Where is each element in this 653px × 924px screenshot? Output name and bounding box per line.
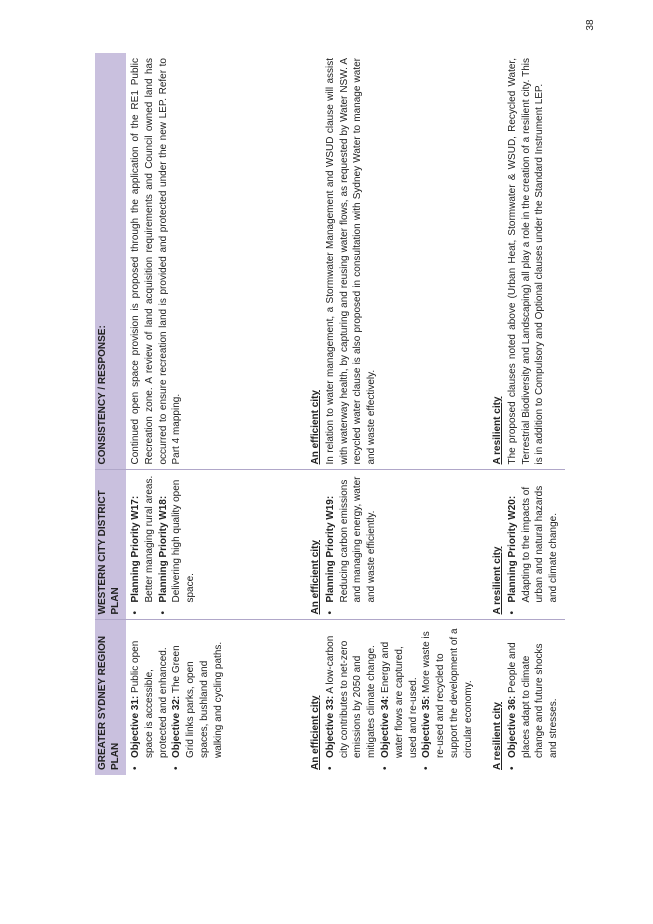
table-row bbox=[488, 53, 565, 775]
section-heading: A resilient city bbox=[492, 396, 503, 465]
list-item bbox=[129, 476, 157, 603]
table-row bbox=[284, 53, 488, 775]
list-item bbox=[170, 626, 225, 759]
response-text: Continued open space provision is proposed through the application of the RE1 Public Recreation zone. A review of land acquisition requirements and Council owned land has occurred to ensure recreation land is provided and protected under the new LEP. Refer to Part 4 mapping. bbox=[130, 58, 183, 465]
list-item bbox=[379, 626, 420, 759]
objective-title: Objective 35: bbox=[421, 695, 433, 758]
priority-title: Planning Priority W17: bbox=[130, 495, 141, 603]
objective-text: Energy and water flows are captured, used and re-used. bbox=[379, 641, 419, 758]
list-item bbox=[420, 626, 475, 759]
objective-title: Objective 36: bbox=[506, 695, 518, 758]
priority-text: Adapting to the impacts of urban and natural hazards and climate change. bbox=[520, 485, 560, 603]
table-header-row bbox=[95, 53, 126, 775]
region-plan-cell bbox=[284, 620, 488, 775]
objective-text: More waste is re-used and recycled to support the development of a circular economy. bbox=[421, 628, 474, 758]
list-item bbox=[129, 626, 170, 759]
list-item bbox=[506, 476, 561, 603]
objective-title: Objective 31: bbox=[130, 695, 141, 758]
objective-title: Objective 34: bbox=[379, 695, 391, 758]
region-objectives-list bbox=[129, 626, 226, 771]
list-item bbox=[157, 476, 198, 603]
priority-title: Planning Priority W18: bbox=[157, 495, 169, 603]
section-heading: An efficient city bbox=[310, 695, 321, 770]
response-cell bbox=[126, 53, 284, 470]
list-item bbox=[324, 476, 379, 603]
header-greater-sydney-region-plan: GREATER SYDNEY REGION PLAN bbox=[95, 620, 126, 775]
objective-title: Objective 32: bbox=[171, 695, 183, 758]
response-text: In relation to water management, a Stormwater Management and WSUD clause will assist with waterway health, by capturing and reusing water flows, as requested by Water NSW. A recycled water clause is also proposed in consultation with Sydney Water to manage water and waste effectively. bbox=[324, 58, 378, 465]
region-objectives-list bbox=[506, 626, 561, 771]
response-cell bbox=[488, 53, 565, 470]
priority-text: Reducing carbon emissions and managing energy, water and waste efficiently. bbox=[338, 476, 378, 603]
objective-text: People and places adapt to climate change and future shocks and stresses. bbox=[506, 642, 560, 758]
district-plan-cell bbox=[126, 470, 284, 620]
list-item bbox=[506, 626, 561, 759]
region-objectives-list bbox=[324, 626, 476, 771]
district-priorities-list bbox=[324, 476, 379, 615]
priority-title: Planning Priority W20: bbox=[506, 495, 518, 603]
consistency-table bbox=[95, 53, 565, 775]
response-text: The proposed clauses noted above (Urban Heat, Stormwater & WSUD, Recycled Water, Terrestrial Biodiversity and Landscaping) all play a role in the creation of a resilient city. This is in addition to Compulsory and Optional clauses under the Standard Instrument LEP. bbox=[506, 58, 546, 465]
objective-title: Objective 33: bbox=[324, 695, 336, 758]
district-plan-cell bbox=[284, 470, 488, 620]
district-plan-cell bbox=[488, 470, 565, 620]
priority-text: Better managing rural areas. bbox=[143, 475, 155, 603]
table-row bbox=[126, 53, 284, 775]
section-heading: An efficient city bbox=[310, 540, 321, 615]
response-cell bbox=[284, 53, 488, 470]
objective-text: The Green Grid links parks, open spaces, bushland and walking and cycling paths. bbox=[171, 641, 224, 758]
list-item bbox=[324, 626, 379, 759]
region-plan-cell bbox=[126, 620, 284, 775]
priority-title: Planning Priority W19: bbox=[324, 495, 336, 603]
header-western-city-district-plan: WESTERN CITY DISTRICT PLAN bbox=[95, 470, 126, 620]
objective-text: Public open space is accessible, protected and enhanced. bbox=[130, 640, 169, 758]
objective-text: A low-carbon city contributes to net-zero emissions by 2050 and mitigates climate change. bbox=[324, 635, 378, 758]
region-plan-cell bbox=[488, 620, 565, 775]
district-priorities-list bbox=[129, 476, 198, 615]
district-priorities-list bbox=[506, 476, 561, 615]
section-heading: A resilient city bbox=[492, 702, 503, 770]
page-number: 38 bbox=[585, 19, 596, 31]
header-consistency-response: CONSISTENCY / RESPONSE: bbox=[95, 53, 126, 470]
section-heading: A resilient city bbox=[492, 546, 503, 615]
section-heading: An efficient city bbox=[310, 390, 321, 465]
priority-text: Delivering high quality open space. bbox=[171, 479, 197, 603]
